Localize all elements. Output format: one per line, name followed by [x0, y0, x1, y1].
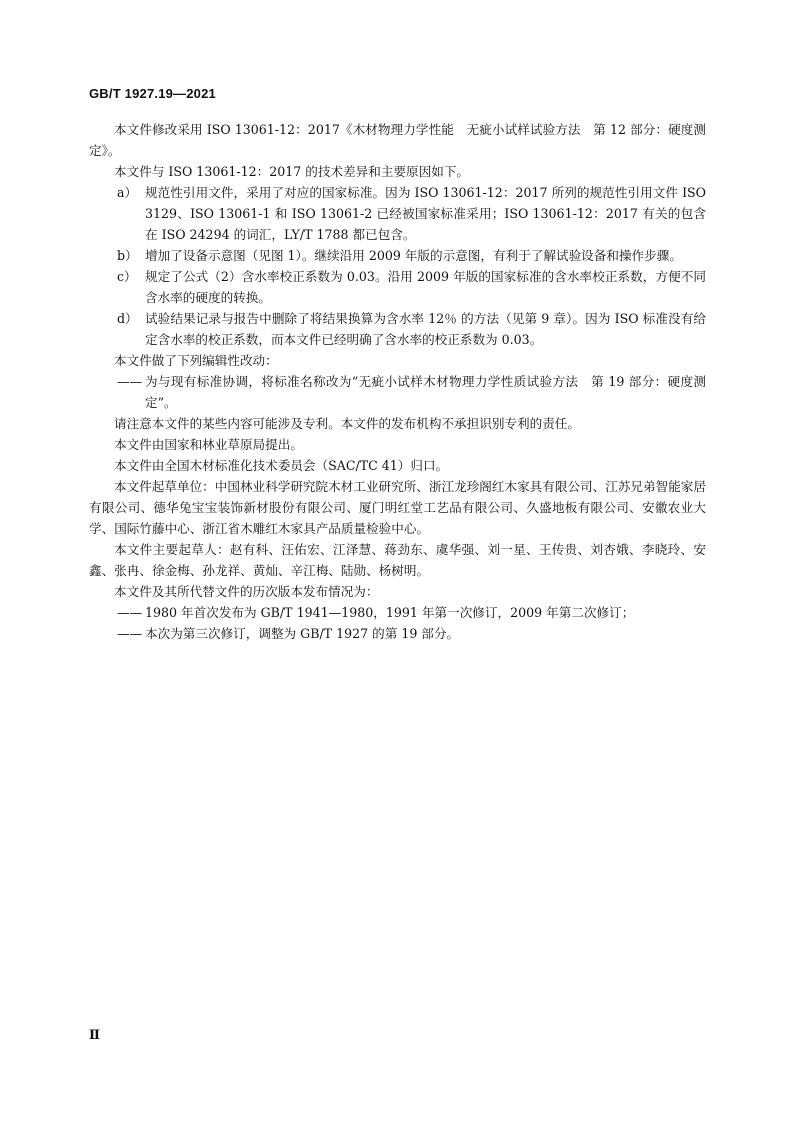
list-item-text: 增加了设备示意图（见图 1）。继续沿用 2009 年版的示意图，有利于了解试验设备和操作步骤。: [145, 248, 682, 263]
paragraph-differences-intro: 本文件与 ISO 13061-12：2017 的技术差异和主要原因如下。: [114, 164, 470, 179]
dash-marker: ——: [117, 605, 143, 620]
foreword-body: [89, 119, 706, 644]
list-marker: a）: [117, 185, 138, 200]
list-marker: b）: [117, 248, 138, 263]
dash-item-text: 1980 年首次发布为 GB/T 1941—1980，1991 年第一次修订，2009 年第二次修订；: [145, 605, 635, 620]
paragraph-patent-notice: 请注意本文件的某些内容可能涉及专利。本文件的发布机构不承担识别专利的责任。: [114, 416, 580, 431]
list-item-a: [89, 182, 706, 245]
list-item-text: 规定了公式（2）含水率校正系数为 0.03。沿用 2009 年版的国家标准的含水率校正系数，方便不同含水率的硬度的转换。: [145, 269, 706, 305]
dash-item-history-third: [89, 623, 706, 644]
paragraph-proposer: 本文件由国家和林业草原局提出。: [114, 437, 303, 452]
list-item-text: 试验结果记录与报告中删除了将结果换算为含水率 12％ 的方法（见第 9 章）。因为 ISO 标准没有给定含水率的校正系数，而本文件已经明确了含水率的校正系数为 0.03。: [145, 311, 706, 347]
list-item-d: [89, 308, 706, 350]
page-number: Ⅱ: [89, 1027, 100, 1042]
dash-item-text: 本次为第三次修订，调整为 GB/T 1927 的第 19 部分。: [145, 626, 460, 641]
list-item-b: [89, 245, 706, 266]
list-item-c: [89, 266, 706, 308]
paragraph-committee: 本文件由全国木材标准化技术委员会（SAC/TC 41）归口。: [114, 458, 449, 473]
list-marker: d）: [117, 311, 138, 326]
list-item-text: 规范性引用文件，采用了对应的国家标准。因为 ISO 13061-12：2017 所列的规范性引用文件 ISO 3129、ISO 13061-1 和 ISO 13061-2 已经被国家标准采用；ISO 13061-12：2017 有关的包含在 ISO 24294 的词汇，LY/T 1788 都已包含。: [145, 185, 706, 242]
paragraph-drafting-units: 本文件起草单位：中国林业科学研究院木材工业研究所、浙江龙珍阁红木家具有限公司、江苏兄弟智能家居有限公司、德华兔宝宝装饰新材股份有限公司、厦门明红堂工艺品有限公司、久盛地板有限公司、安徽农业大学、国际竹藤中心、浙江省木雕红木家具产品质量检验中心。: [89, 479, 706, 536]
dash-item-text: 为与现有标准协调，将标准名称改为“无疵小试样木材物理力学性质试验方法 第 19 部分：硬度测定”。: [145, 374, 706, 410]
dash-marker: ——: [117, 626, 143, 641]
paragraph-editorial-changes: 本文件做了下列编辑性改动：: [114, 353, 278, 368]
dash-item-history-first: [89, 602, 706, 623]
paragraph-history-intro: 本文件及其所代替文件的历次版本发布情况为：: [114, 584, 379, 599]
list-marker: c）: [117, 269, 137, 284]
document-number-header: GB/T 1927.19—2021: [89, 86, 216, 101]
dash-item-title-change: [89, 371, 706, 413]
paragraph-adoption: 本文件修改采用 ISO 13061-12：2017《木材物理力学性能 无疵小试样试验方法 第 12 部分：硬度测定》。: [89, 122, 706, 158]
dash-marker: ——: [117, 374, 143, 389]
paragraph-drafters: 本文件主要起草人：赵有科、汪佑宏、江泽慧、蒋劲东、虞华强、刘一星、王传贵、刘杏娥、李晓玲、安鑫、张冉、徐金梅、孙龙祥、黄灿、辛江梅、陆勋、杨树明。: [89, 542, 706, 578]
